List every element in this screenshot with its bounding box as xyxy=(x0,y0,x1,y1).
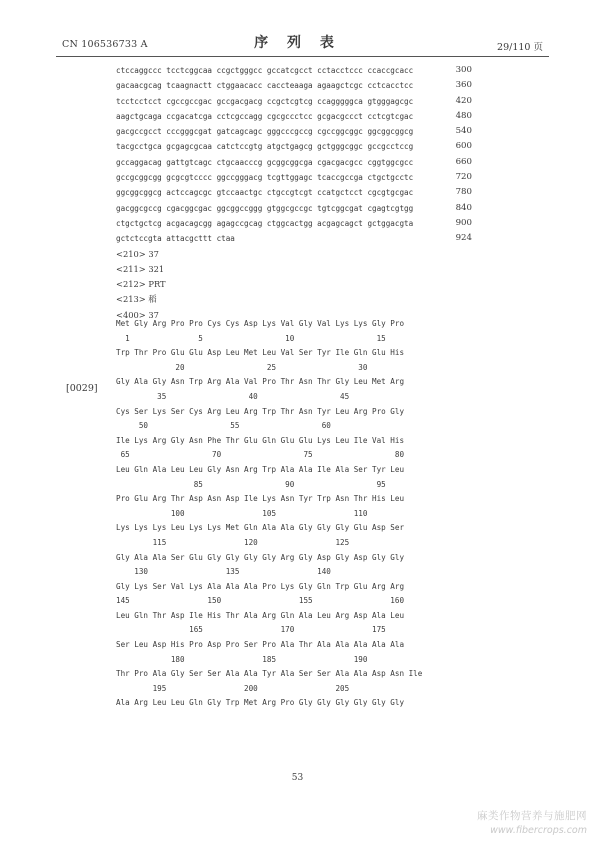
amino-acid-line: Ile Lys Arg Gly Asn Phe Thr Glu Gln Glu Glu Lys Leu Ile Val His xyxy=(116,435,405,445)
watermark xyxy=(477,808,587,836)
amino-acid-line: Leu Gln Thr Asp Ile His Thr Ala Arg Gln Ala Leu Arg Asp Ala Leu xyxy=(116,610,405,620)
dna-position-number: 924 xyxy=(455,233,472,244)
protein-sequence-block xyxy=(116,317,422,711)
residue-position-line: 20 25 30 xyxy=(116,362,368,372)
dna-sequence-text: tacgcctgca gcgagcgcaa catctccgtg atgctgagcg gctgggcggc gccgcctccg xyxy=(116,142,414,152)
dna-sequence-line xyxy=(116,155,472,170)
amino-acid-line: Trp Thr Pro Glu Glu Asp Leu Met Leu Val Ser Tyr Ile Gln Glu His xyxy=(116,348,405,358)
residue-position-line: 85 90 95 xyxy=(116,479,386,489)
residue-position-line: 1 5 10 15 xyxy=(116,333,386,343)
amino-acid-line: Cys Ser Lys Ser Cys Arg Leu Arg Trp Thr Asn Tyr Leu Arg Pro Gly xyxy=(116,406,405,416)
dna-position-number: 900 xyxy=(455,217,472,228)
dna-position-number: 360 xyxy=(455,80,472,91)
residue-position-line: 145 150 155 160 xyxy=(116,596,405,606)
dna-sequence-line xyxy=(116,124,472,139)
residue-position-line: 165 170 175 xyxy=(116,625,386,635)
amino-acid-line: Pro Glu Arg Thr Asp Asn Asp Ile Lys Asn Tyr Trp Asn Thr His Leu xyxy=(116,494,405,504)
amino-acid-line: Gly Ala Gly Asn Trp Arg Ala Val Pro Thr Asn Thr Gly Leu Met Arg xyxy=(116,377,405,387)
residue-position-line: 115 120 125 xyxy=(116,537,350,547)
patent-number: CN 106536733 A xyxy=(62,39,148,50)
dna-position-number: 600 xyxy=(455,141,472,152)
dna-sequence-line xyxy=(116,231,472,246)
page-number: 53 xyxy=(291,773,304,783)
dna-position-number: 720 xyxy=(455,172,472,183)
page-counter: 29/110 页 xyxy=(497,42,543,53)
amino-acid-line: Met Gly Arg Pro Pro Cys Cys Asp Lys Val Gly Val Lys Lys Gly Pro xyxy=(116,319,405,328)
sequence-metadata-line: <212> PRT xyxy=(116,279,166,290)
dna-sequence-block xyxy=(116,63,472,247)
sequence-metadata-line: <211> 321 xyxy=(116,263,165,274)
dna-sequence-line xyxy=(116,170,472,185)
dna-position-number: 300 xyxy=(455,65,472,75)
watermark-url: www.fibercrops.com xyxy=(490,825,587,836)
header-divider xyxy=(56,56,549,57)
sequence-metadata-line: <213> 稻 xyxy=(116,294,157,305)
dna-sequence-text: gccaggacag gattgtcagc ctgcaacccg gcggcggcga cgacgacgcc cggtggcgcc xyxy=(116,157,414,167)
amino-acid-line: Ser Leu Asp His Pro Asp Pro Ser Pro Ala Thr Ala Ala Ala Ala Ala xyxy=(116,640,405,650)
sequence-metadata-line: <400> 37 xyxy=(116,309,159,320)
dna-sequence-text: gccgcggcgg gcgcgtcccc ggccgggacg tcgttggagc tcaccgccga ctgctgcctc xyxy=(116,173,414,183)
amino-acid-line: Leu Gln Ala Leu Leu Gly Asn Arg Trp Ala Ala Ile Ala Ser Tyr Leu xyxy=(116,464,405,474)
page-title: 序 列 表 xyxy=(254,35,341,51)
dna-sequence-text: gctctccgta attacgcttt ctaa xyxy=(116,234,235,244)
residue-position-line: 65 70 75 80 xyxy=(116,450,405,460)
amino-acid-line: Lys Lys Lys Leu Lys Lys Met Gln Ala Ala Gly Gly Gly Glu Asp Ser xyxy=(116,523,405,533)
dna-sequence-line xyxy=(116,216,472,231)
dna-sequence-line xyxy=(116,109,472,124)
dna-sequence-line xyxy=(116,201,472,216)
dna-sequence-line xyxy=(116,185,472,200)
residue-position-line: 35 40 45 xyxy=(116,391,350,401)
dna-sequence-text: ctccaggccc tcctcggcaa ccgctgggcc gccatcgcct cctacctccc ccaccgcacc xyxy=(116,66,414,75)
dna-sequence-text: aagctgcaga ccgacatcga cctcgccagg cgcgccctcc gcgacgccct cctcgtcgac xyxy=(116,111,414,121)
sequence-metadata-line: <210> 37 xyxy=(116,248,159,259)
dna-sequence-line xyxy=(116,63,472,78)
dna-sequence-line xyxy=(116,139,472,154)
amino-acid-line: Ala Arg Leu Leu Gln Gly Trp Met Arg Pro Gly Gly Gly Gly Gly Gly xyxy=(116,698,405,708)
dna-position-number: 780 xyxy=(455,187,472,198)
residue-position-line: 100 105 110 xyxy=(116,508,368,518)
residue-position-line: 180 185 190 xyxy=(116,654,368,664)
dna-sequence-text: ggcggcggcg actccagcgc gtccaactgc ctgccgtcgt ccatgctcct cgcgtgcgac xyxy=(116,188,414,198)
dna-position-number: 840 xyxy=(455,202,472,213)
dna-sequence-text: tcctcctcct cgccgccgac gccgacgacg ccgctcgtcg ccagggggca gtgggagcgc xyxy=(116,96,414,106)
paragraph-number: [0029] xyxy=(66,383,98,394)
residue-position-line: 130 135 140 xyxy=(116,567,331,577)
sequence-metadata-block xyxy=(116,247,472,323)
dna-sequence-line xyxy=(116,94,472,109)
sequence-listing xyxy=(116,63,472,323)
dna-position-number: 660 xyxy=(455,156,472,167)
residue-position-line: 195 200 205 xyxy=(116,683,350,693)
dna-position-number: 480 xyxy=(455,110,472,121)
watermark-site-name: 麻类作物营养与施肥网 xyxy=(477,810,587,822)
dna-position-number: 420 xyxy=(455,95,472,106)
dna-sequence-text: gacggcgccg cgacggcgac ggcggccggg gtggcgccgc tgtcggcgat cgagtcgtgg xyxy=(116,203,414,213)
dna-sequence-text: gacaacgcag tcaagnactt ctggaacacc caccteaaga agaagctcgc cctcacctcc xyxy=(116,81,414,91)
dna-position-number: 540 xyxy=(455,126,472,137)
dna-sequence-line xyxy=(116,78,472,93)
amino-acid-line: Gly Lys Ser Val Lys Ala Ala Ala Pro Lys Gly Gln Trp Glu Arg Arg xyxy=(116,581,405,591)
dna-sequence-text: ctgctgctcg acgacagcgg agagccgcag ctggcactgg acgagcagct gctggacgta xyxy=(116,218,414,228)
amino-acid-line: Thr Pro Ala Gly Ser Ser Ala Ala Tyr Ala Ser Ser Ala Ala Asp Asn Ile xyxy=(116,669,423,679)
residue-position-line: 50 55 60 xyxy=(116,421,331,431)
dna-sequence-text: gacgccgcct cccgggcgat gatcagcagc gggcccgccg cgccggcggc ggcggcggcg xyxy=(116,127,414,137)
amino-acid-line: Gly Ala Ala Ser Glu Gly Gly Gly Gly Arg Gly Asp Gly Asp Gly Gly xyxy=(116,552,405,562)
